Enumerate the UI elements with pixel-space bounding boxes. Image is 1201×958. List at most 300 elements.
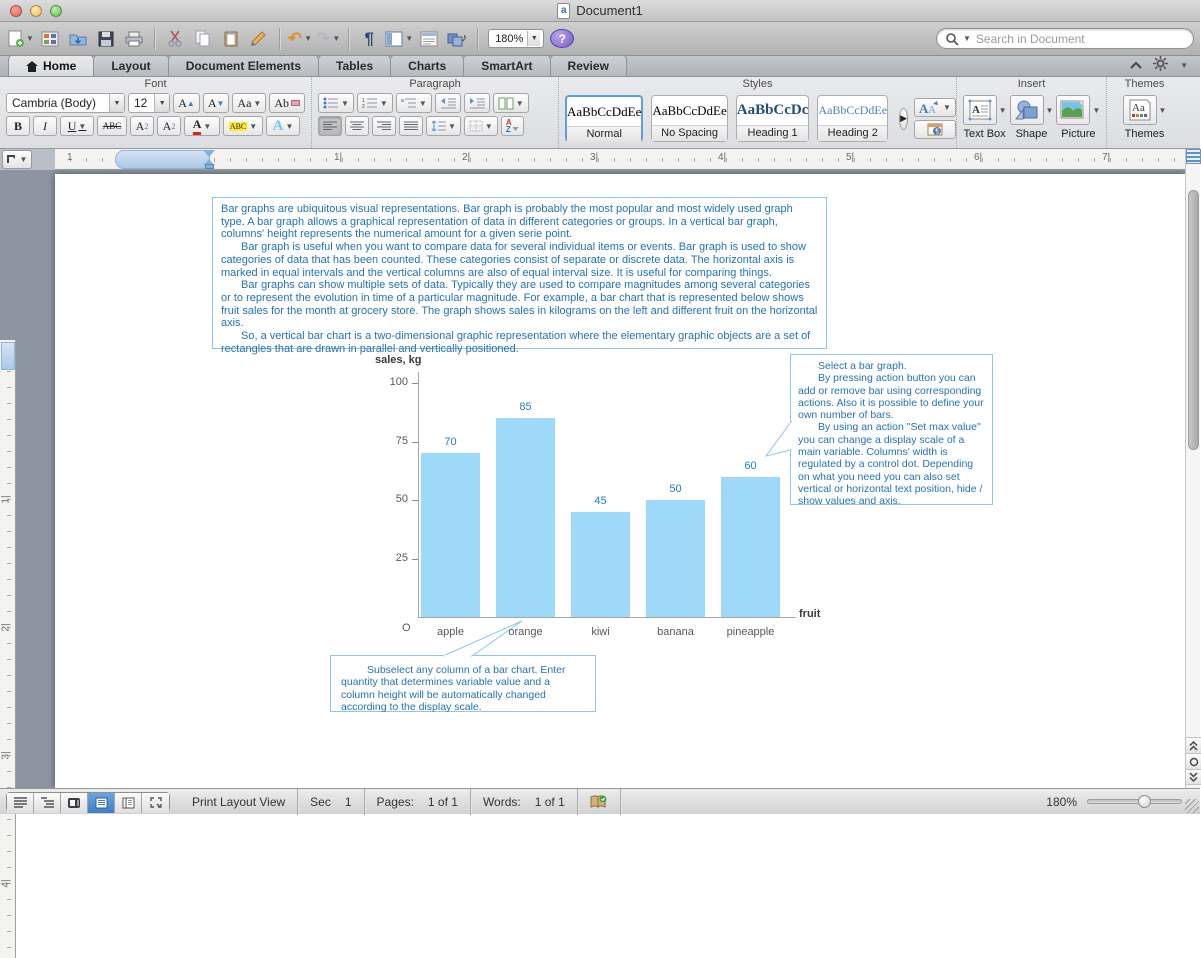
pilcrow-icon: ¶ xyxy=(364,29,374,48)
zoom-value: 180% xyxy=(495,32,524,45)
view-switcher xyxy=(6,792,170,812)
group-label: Paragraph xyxy=(409,78,461,90)
style-name: No Spacing xyxy=(652,125,726,141)
intro-text-box[interactable] xyxy=(212,197,827,355)
copy-button[interactable] xyxy=(191,27,215,51)
callout-paragraph: By using an action "Set max value" you can change a display scale of a main variable. Columns' width is regulated by a control dot. Depending on what you need you can also set vertical or horizontal text position, hide / show values and axis. xyxy=(798,421,983,508)
document-page[interactable] xyxy=(55,174,1185,788)
ruler-number: 2| xyxy=(462,152,471,163)
align-left-button[interactable] xyxy=(318,116,342,136)
shrink-font-button[interactable] xyxy=(203,93,230,113)
publishing-layout-icon xyxy=(67,797,81,809)
tab-stop-icon xyxy=(7,155,16,164)
svg-text:A: A xyxy=(928,103,936,116)
redo-button[interactable] xyxy=(316,27,340,51)
eraser-icon xyxy=(291,100,300,106)
tab-tables[interactable] xyxy=(318,55,391,76)
highlight-label: ABC xyxy=(229,121,247,131)
align-right-icon xyxy=(377,121,391,132)
style-name: Normal xyxy=(567,126,641,142)
spelling-segment[interactable] xyxy=(578,789,621,815)
subscript-label: A xyxy=(162,118,172,133)
section-value: 1 xyxy=(344,794,352,809)
double-down-chevron-icon xyxy=(1189,772,1198,782)
insert-label: Picture xyxy=(1061,128,1096,140)
ruler-number: 1| xyxy=(334,152,343,163)
y-tick xyxy=(412,383,418,384)
font-family-value: Cambria (Body) xyxy=(12,96,97,110)
tab-label: Layout xyxy=(111,59,151,73)
y-tick xyxy=(412,500,418,501)
grow-font-button[interactable] xyxy=(173,93,200,113)
change-case-label: Aa xyxy=(237,95,252,110)
style-preview: AaBbCcDdEe xyxy=(567,103,642,119)
y-tick-label: 75 xyxy=(395,435,408,447)
media-browser-button[interactable] xyxy=(445,27,469,51)
strikethrough-label: ABC xyxy=(102,121,122,131)
multilevel-list-icon xyxy=(401,97,417,109)
bullets-button[interactable] xyxy=(318,93,354,113)
new-document-icon xyxy=(8,30,24,48)
font-color-label: A xyxy=(193,117,202,135)
clear-formatting-label: Ab xyxy=(274,95,289,110)
insert-label: Shape xyxy=(1015,128,1048,140)
y-tick xyxy=(412,559,418,560)
callout-paragraph: By pressing action button you can add or remove bar using corresponding actions. Also it is possible to define your own number of bars. xyxy=(798,372,984,422)
tab-charts[interactable] xyxy=(390,55,464,76)
print-icon xyxy=(125,31,143,47)
underline-label: U xyxy=(67,118,77,133)
group-styles xyxy=(559,77,957,148)
callout-text: Subselect any column of a bar chart. Enter quantity that determines variable value and a column height will be automatically changed according to the display scale. xyxy=(341,664,566,713)
chevron-down-icon: ▼ xyxy=(963,34,971,43)
callout-bottom[interactable] xyxy=(330,655,596,712)
indent-icon xyxy=(469,97,485,109)
standard-toolbar xyxy=(0,22,1200,56)
chevron-down-icon: ▼ xyxy=(1180,61,1188,70)
vertical-scrollbar[interactable] xyxy=(1185,149,1200,788)
left-indent-marker[interactable] xyxy=(205,164,214,169)
chevron-down-icon: ▼ xyxy=(379,98,388,108)
section-segment[interactable] xyxy=(298,789,364,815)
borders-button[interactable] xyxy=(464,116,498,136)
ruler-number: 1| xyxy=(0,495,12,504)
decrease-indent-button[interactable] xyxy=(435,93,461,113)
italic-label: I xyxy=(43,118,47,133)
words-value: 1 of 1 xyxy=(534,794,565,809)
show-formatting-button[interactable] xyxy=(357,27,381,51)
publishing-layout-button[interactable] xyxy=(61,793,88,813)
chevron-down-icon: ▼ xyxy=(78,121,87,131)
underline-button[interactable] xyxy=(60,116,94,136)
help-icon: ? xyxy=(558,31,566,46)
tab-layout[interactable] xyxy=(93,55,168,76)
horizontal-ruler xyxy=(55,149,1185,170)
toolbar-separator xyxy=(279,28,280,50)
manage-styles-icon xyxy=(927,123,943,136)
sort-button[interactable] xyxy=(501,116,524,136)
borders-icon xyxy=(469,120,483,132)
y-tick-label: 50 xyxy=(395,493,408,505)
chevron-down-icon: ▼ xyxy=(527,31,540,46)
justify-button[interactable] xyxy=(399,116,423,136)
ruler-number: 7| xyxy=(1102,152,1111,163)
next-page-button[interactable] xyxy=(1186,769,1201,785)
chevron-down-icon: ▼ xyxy=(1045,105,1054,115)
notebook-layout-button[interactable] xyxy=(115,793,142,813)
tab-label: Tables xyxy=(336,59,374,73)
chevron-down-icon: ▼ xyxy=(249,121,258,131)
styles-pane-icon xyxy=(420,31,438,47)
group-themes xyxy=(1107,77,1182,148)
browse-object-icon xyxy=(1189,757,1199,767)
subscript-button[interactable] xyxy=(157,116,181,136)
down-arrow-icon: ▼ xyxy=(216,98,225,108)
align-center-button[interactable] xyxy=(345,116,369,136)
bar-value-label: 85 xyxy=(519,401,532,413)
ruler-number: 4| xyxy=(0,879,12,888)
callout-right-tail xyxy=(762,418,792,460)
category-label: kiwi xyxy=(591,626,610,638)
intro-paragraph: Bar graphs are ubiquitous visual representations. Bar graph is probably the most popular and most widely used graph type. A bar graph allows a graphical representation of data in different categories or groups. In a vertical bar graph, columns' height represents the numerical amount for a given serie point. xyxy=(221,203,793,241)
ruler-number: 2| xyxy=(0,623,12,632)
ruler-row xyxy=(0,149,1200,170)
chart-y-axis xyxy=(418,372,419,618)
bar-orange[interactable] xyxy=(496,418,555,617)
zoom-slider[interactable] xyxy=(1087,799,1182,804)
toolbar-separator xyxy=(154,28,155,50)
copy-icon xyxy=(195,30,211,47)
line-spacing-icon xyxy=(431,120,446,132)
undo-icon: ↶ xyxy=(287,29,303,48)
draft-view-button[interactable] xyxy=(7,793,34,813)
svg-text:1: 1 xyxy=(361,98,365,104)
search-icon xyxy=(945,32,961,46)
tab-label: Document Elements xyxy=(185,59,302,73)
numbering-button[interactable] xyxy=(357,93,393,113)
font-size-select[interactable] xyxy=(128,93,170,113)
right-arrow-icon: ▶ xyxy=(900,113,907,123)
select-browse-object-button[interactable] xyxy=(1186,753,1201,769)
print-button[interactable] xyxy=(122,27,146,51)
insert-text-box-button[interactable] xyxy=(963,95,1007,140)
font-size-value: 12 xyxy=(134,96,148,110)
font-color-button[interactable] xyxy=(184,116,220,136)
style-normal[interactable] xyxy=(565,95,643,142)
columns-icon xyxy=(498,97,514,110)
style-heading-2[interactable] xyxy=(817,95,888,142)
zoom-select[interactable] xyxy=(488,29,544,48)
spellcheck-book-icon xyxy=(590,795,608,809)
ruler-number: 3| xyxy=(590,152,599,163)
collapse-ribbon-button[interactable] xyxy=(1129,61,1143,70)
strikethrough-button[interactable] xyxy=(97,116,127,136)
redo-icon: ↷ xyxy=(316,29,331,48)
draft-view-icon xyxy=(14,797,27,808)
category-label: pineapple xyxy=(726,626,775,638)
pages-value: 1 of 1 xyxy=(427,794,458,809)
scissors-icon xyxy=(167,30,183,47)
outline-view-button[interactable] xyxy=(34,793,61,813)
tab-label: SmartArt xyxy=(481,59,533,73)
text-effects-button[interactable] xyxy=(266,116,300,136)
title-bar xyxy=(0,0,1200,22)
window-resize-grip[interactable] xyxy=(1185,799,1199,813)
document-icon: a xyxy=(557,3,570,19)
superscript-label: A xyxy=(135,118,145,133)
outline-view-icon xyxy=(41,797,54,808)
align-left-icon xyxy=(323,121,337,132)
line-spacing-button[interactable] xyxy=(426,116,461,136)
pages-label: Pages: xyxy=(376,794,414,809)
align-right-button[interactable] xyxy=(372,116,396,136)
chart-y-axis-title: sales, kg xyxy=(375,354,422,366)
bold-button[interactable] xyxy=(6,116,30,136)
group-label: Font xyxy=(144,78,167,90)
group-paragraph xyxy=(312,77,559,148)
bar-kiwi[interactable] xyxy=(571,512,630,617)
words-label: Words: xyxy=(482,794,521,809)
subscript-exp: 2 xyxy=(171,121,176,131)
chevron-down-icon: ▼ xyxy=(998,105,1007,115)
window-title: Document1 xyxy=(576,3,643,18)
category-label: banana xyxy=(657,626,694,638)
toolbar-separator xyxy=(477,28,478,50)
home-icon xyxy=(26,61,38,72)
gallery-button[interactable] xyxy=(38,27,62,51)
tab-review[interactable] xyxy=(550,55,627,76)
manage-styles-button[interactable] xyxy=(914,120,956,139)
clipboard-icon xyxy=(223,30,239,47)
group-label: Styles xyxy=(742,78,773,90)
svg-text:2: 2 xyxy=(361,104,365,110)
picture-icon xyxy=(1060,99,1086,121)
category-label: orange xyxy=(508,626,543,638)
minimize-button[interactable] xyxy=(30,5,42,17)
bar-value-label: 50 xyxy=(669,483,682,495)
print-layout-view-button[interactable] xyxy=(88,793,115,813)
callout-right[interactable] xyxy=(790,354,993,508)
bar-banana[interactable] xyxy=(646,500,705,617)
chevron-down-icon: ▼ xyxy=(405,34,414,43)
notebook-layout-icon xyxy=(122,797,135,809)
font-family-select[interactable] xyxy=(6,93,125,113)
chevron-down-icon: ▼ xyxy=(285,121,294,131)
chevron-down-icon: ▼ xyxy=(418,98,427,108)
italic-button[interactable] xyxy=(33,116,57,136)
focus-view-button[interactable] xyxy=(142,793,169,813)
text-effects-label: A xyxy=(272,117,284,134)
callout-paragraph: Select a bar graph. xyxy=(818,360,907,372)
view-name-segment[interactable] xyxy=(180,789,298,815)
help-button[interactable] xyxy=(550,29,574,48)
ribbon xyxy=(0,77,1200,149)
style-preview: AaBbCcDdEe xyxy=(818,103,888,117)
search-input[interactable] xyxy=(976,32,1185,46)
previous-page-button[interactable] xyxy=(1186,737,1201,753)
intro-paragraph: Bar graph is useful when you want to compare data for several individual items or events. Bar graph is used to show categories of data that has been counted. These categories consist of separate or discrete data. The horizontal axis is marked in equal intervals and the vertical columns are also of equal interval size. It is useful for comparing things. xyxy=(221,241,806,279)
ruler-margin-segment xyxy=(1,342,15,370)
style-heading-1[interactable] xyxy=(736,95,810,142)
ruler-number: 5| xyxy=(846,152,855,163)
bar-value-label: 60 xyxy=(744,460,757,472)
tab-document-elements[interactable] xyxy=(168,55,319,76)
svg-text:A: A xyxy=(919,100,929,116)
ruler-number: 6| xyxy=(974,152,983,163)
double-up-chevron-icon xyxy=(1189,741,1198,751)
insert-picture-button[interactable] xyxy=(1056,95,1100,140)
intro-paragraph: So, a vertical bar chart is a two-dimensional graphic representation where the elementary graphic objects are a set of rectangles that are drawn in parallel and vertically positioned. xyxy=(221,330,811,355)
change-case-button[interactable] xyxy=(232,93,266,113)
scrollbar-thumb[interactable] xyxy=(1188,190,1199,450)
tab-label: Review xyxy=(567,59,609,73)
insert-shape-button[interactable] xyxy=(1010,95,1054,140)
ruler-number: 1 xyxy=(67,152,73,163)
svg-text:A: A xyxy=(971,104,980,116)
superscript-exp: 2 xyxy=(144,121,149,131)
new-document-button[interactable] xyxy=(8,27,34,51)
text-box-icon xyxy=(968,99,992,121)
ruler-number: 3| xyxy=(0,751,12,760)
gallery-icon xyxy=(41,31,59,47)
music-note-icon: ♪ xyxy=(461,32,467,44)
bar-value-label: 70 xyxy=(444,436,457,448)
themes-button[interactable] xyxy=(1119,95,1171,140)
ruler-margin-segment xyxy=(115,150,210,169)
style-no-spacing[interactable] xyxy=(651,95,727,142)
chevron-down-icon: ▼ xyxy=(332,34,341,43)
themes-label: Themes xyxy=(1124,128,1165,140)
tab-stop-selector[interactable] xyxy=(2,150,32,169)
save-icon xyxy=(98,31,114,47)
align-center-icon xyxy=(350,121,364,132)
chevron-down-icon: ▼ xyxy=(484,121,493,131)
zoom-percent: 180% xyxy=(1046,794,1077,809)
undo-button[interactable] xyxy=(288,27,312,51)
view-name: Print Layout View xyxy=(192,794,286,809)
svg-text:a: a xyxy=(400,98,404,104)
group-label: Insert xyxy=(1017,78,1046,90)
vertical-ruler xyxy=(0,340,16,958)
down-arrow-icon xyxy=(512,120,519,132)
change-styles-button[interactable] xyxy=(914,98,956,117)
up-arrow-icon: ▲ xyxy=(186,98,195,108)
chevron-down-icon: ▼ xyxy=(304,34,313,43)
layout-panes-icon xyxy=(385,31,403,47)
status-bar xyxy=(0,788,1200,814)
section-label: Sec xyxy=(310,794,331,809)
ruler-number: 4| xyxy=(718,152,727,163)
grow-font-label: A xyxy=(178,95,187,110)
highlight-button[interactable] xyxy=(223,116,263,136)
more-styles-button[interactable] xyxy=(899,108,908,130)
clear-formatting-button[interactable] xyxy=(269,93,305,113)
show-styles-button[interactable] xyxy=(417,27,441,51)
style-name: Heading 1 xyxy=(737,125,809,141)
chevron-down-icon: ▼ xyxy=(26,34,34,43)
chevron-down-icon: ▼ xyxy=(448,121,456,131)
save-button[interactable] xyxy=(94,27,118,51)
words-segment[interactable] xyxy=(471,789,578,815)
bold-label: B xyxy=(13,118,22,133)
change-styles-icon xyxy=(919,101,941,115)
format-brush-icon xyxy=(250,30,267,47)
sort-letters: A Z xyxy=(505,118,512,134)
chart-origin-label: O xyxy=(402,622,411,634)
paste-button[interactable] xyxy=(219,27,243,51)
columns-button[interactable] xyxy=(493,93,529,113)
tab-label: Charts xyxy=(408,59,447,73)
zoom-window-button[interactable] xyxy=(50,5,62,17)
tab-home[interactable] xyxy=(8,55,94,76)
svg-text:¶: ¶ xyxy=(935,128,939,136)
style-preview: AaBbCcDdEe xyxy=(652,102,727,118)
increase-indent-button[interactable] xyxy=(464,93,490,113)
chevron-down-icon: ▼ xyxy=(1158,105,1167,115)
chevron-down-icon: ▼ xyxy=(154,94,169,112)
superscript-button[interactable] xyxy=(130,116,154,136)
tab-label: Home xyxy=(43,59,77,73)
group-insert xyxy=(957,77,1107,148)
focus-view-icon xyxy=(150,797,162,808)
tab-smartart[interactable] xyxy=(463,55,550,76)
bullet-list-icon xyxy=(323,97,339,109)
close-button[interactable] xyxy=(10,5,22,17)
numbered-list-icon xyxy=(362,97,378,109)
print-layout-icon xyxy=(95,797,108,809)
chevron-down-icon: ▼ xyxy=(515,98,524,108)
search-box[interactable] xyxy=(936,28,1194,49)
intro-paragraph: Bar graphs can show multiple sets of data. Typically they are used to compare magnitudes among several categories or to represent the evolution in time of a particular magnitude. For example, a bar chart that is represented below shows fruit sales for the month at grocery store. The graph shows sales in kilograms on the left and different fruit on the horizontal axis. xyxy=(221,279,818,330)
first-line-indent-marker[interactable] xyxy=(203,150,215,157)
bar-apple[interactable] xyxy=(421,453,480,617)
category-label: apple xyxy=(437,626,464,638)
themes-icon xyxy=(1128,98,1152,122)
chevron-down-icon: ▼ xyxy=(943,103,951,112)
chevron-down-icon: ▼ xyxy=(1092,105,1101,115)
pages-segment[interactable] xyxy=(365,789,471,815)
cut-button[interactable] xyxy=(163,27,187,51)
open-folder-icon xyxy=(69,31,87,47)
split-window-handle[interactable] xyxy=(1186,149,1201,164)
style-preview: AaBbCcDc xyxy=(736,102,809,118)
chevron-down-icon: ▼ xyxy=(109,94,124,112)
y-tick-label: 25 xyxy=(395,552,408,564)
ribbon-settings-gear-icon[interactable] xyxy=(1153,56,1168,76)
style-name: Heading 2 xyxy=(818,125,887,141)
multilevel-list-button[interactable] xyxy=(396,93,432,113)
y-tick-label: 100 xyxy=(389,376,408,388)
ribbon-tab-bar xyxy=(0,56,1200,77)
chart-x-axis-title: fruit xyxy=(799,608,821,620)
chevron-down-icon: ▼ xyxy=(253,98,262,108)
bar-pineapple[interactable] xyxy=(721,477,780,617)
chevron-down-icon: ▼ xyxy=(341,98,349,108)
toolbar-separator xyxy=(348,28,349,50)
open-button[interactable] xyxy=(66,27,90,51)
chevron-down-icon: ▼ xyxy=(203,121,212,131)
insert-label: Text Box xyxy=(963,128,1006,140)
zoom-slider-thumb[interactable] xyxy=(1138,795,1151,808)
justify-icon xyxy=(404,121,418,132)
group-font xyxy=(0,77,312,148)
chevron-down-icon: ▼ xyxy=(19,155,28,164)
outdent-icon xyxy=(440,97,456,109)
sidebar-layout-button[interactable] xyxy=(385,27,413,51)
format-painter-button[interactable] xyxy=(247,27,271,51)
svg-text:Aa: Aa xyxy=(1131,102,1145,114)
shrink-font-label: A xyxy=(207,95,217,110)
